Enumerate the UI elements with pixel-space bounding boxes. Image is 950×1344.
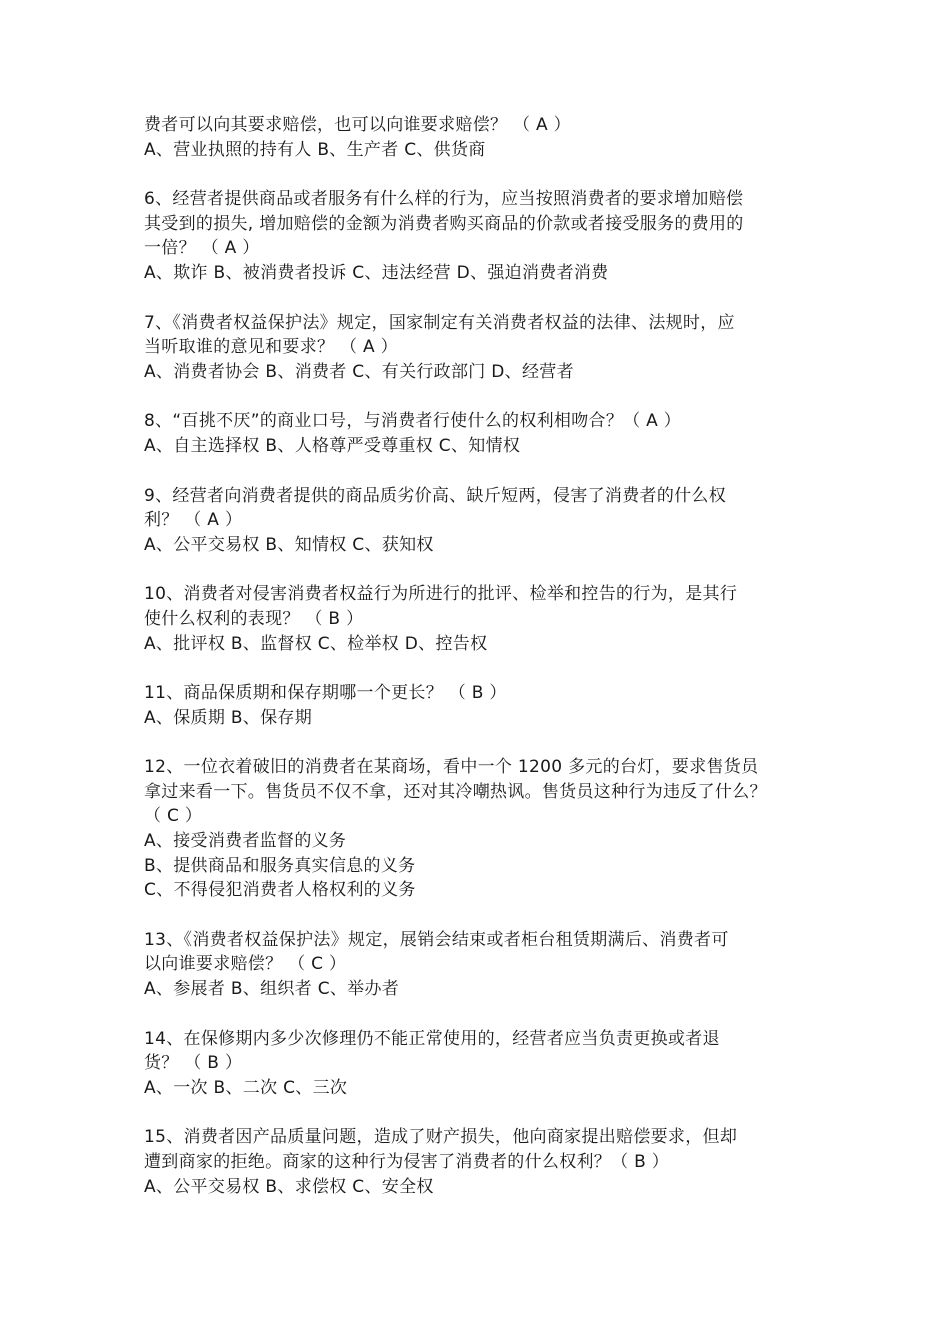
question-block <box>144 582 814 656</box>
text-line: A、批评权 B、监督权 C、检举权 D、控告权 <box>144 633 488 654</box>
text-line: 拿过来看一下。售货员不仅不拿，还对其冷嘲热讽。售货员这种行为违反了什么？ <box>144 781 767 802</box>
question-block <box>144 113 814 162</box>
text-line: （ C ） <box>144 806 203 827</box>
text-line: 13、《消费者权益保护法》规定，展销会结束或者柜台租赁期满后、消费者可 <box>144 929 729 950</box>
question-block <box>144 755 814 903</box>
text-line: 6、经营者提供商品或者服务有什么样的行为，应当按照消费者的要求增加赔偿 <box>144 189 744 210</box>
text-line: A、公平交易权 B、求偿权 C、安全权 <box>144 1176 434 1197</box>
text-line: 12、一位衣着破旧的消费者在某商场，看中一个 1200 多元的台灯，要求售货员 <box>144 757 759 778</box>
question-block <box>144 681 814 730</box>
text-line: 遭到商家的拒绝。商家的这种行为侵害了消费者的什么权利？（ B ） <box>144 1152 670 1172</box>
text-line: 一倍？ （ A ） <box>144 238 260 259</box>
question-block <box>144 1027 814 1101</box>
text-line: 利？ （ A ） <box>144 510 243 531</box>
text-line: 15、消费者因产品质量问题，造成了财产损失，他向商家提出赔偿要求，但却 <box>144 1127 738 1148</box>
question-block <box>144 187 814 285</box>
text-line: 当听取谁的意见和要求？ （ A ） <box>144 337 398 358</box>
text-line: 货？ （ B ） <box>144 1053 243 1074</box>
question-block <box>144 1125 814 1199</box>
text-line: 7、《消费者权益保护法》规定，国家制定有关消费者权益的法律、法规时，应 <box>144 312 735 333</box>
text-line: A、保质期 B、保存期 <box>144 707 312 728</box>
text-line: A、接受消费者监督的义务 <box>144 831 347 852</box>
question-block <box>144 409 814 458</box>
text-line: 8、“百挑不厌”的商业口号，与消费者行使什么的权利相吻合？（ A ） <box>144 411 682 432</box>
question-block <box>144 484 814 558</box>
text-line: B、提供商品和服务真实信息的义务 <box>144 855 416 876</box>
text-line: C、不得侵犯消费者人格权利的义务 <box>144 880 416 901</box>
text-line: 使什么权利的表现？ （ B ） <box>144 608 364 629</box>
text-line: A、一次 B、二次 C、三次 <box>144 1077 348 1098</box>
text-line: A、欺诈 B、被消费者投诉 C、违法经营 D、强迫消费者消费 <box>144 262 609 283</box>
text-line: 14、在保修期内多少次修理仍不能正常使用的，经营者应当负责更换或者退 <box>144 1028 720 1049</box>
text-line: A、营业执照的持有人 B、生产者 C、供货商 <box>144 139 486 160</box>
text-line: 10、消费者对侵害消费者权益行为所进行的批评、检举和控告的行为，是其行 <box>144 584 738 605</box>
text-line: A、消费者协会 B、消费者 C、有关行政部门 D、经营者 <box>144 361 574 382</box>
text-line: A、参展者 B、组织者 C、举办者 <box>144 979 400 1000</box>
text-line: 以向谁要求赔偿？ （ C ） <box>144 954 347 975</box>
text-line: 费者可以向其要求赔偿，也可以向谁要求赔偿？ （ A ） <box>144 115 571 135</box>
text-line: A、自主选择权 B、人格尊严受尊重权 C、知情权 <box>144 435 521 456</box>
question-list <box>144 113 814 1224</box>
text-line: 其受到的损失, 增加赔偿的金额为消费者购买商品的价款或者接受服务的费用的 <box>144 213 744 234</box>
text-line: A、公平交易权 B、知情权 C、获知权 <box>144 534 434 555</box>
text-line: 11、商品保质期和保存期哪一个更长？ （ B ） <box>144 683 507 704</box>
question-block <box>144 928 814 1002</box>
text-line: 9、经营者向消费者提供的商品质劣价高、缺斤短两，侵害了消费者的什么权 <box>144 485 727 506</box>
question-block <box>144 311 814 385</box>
